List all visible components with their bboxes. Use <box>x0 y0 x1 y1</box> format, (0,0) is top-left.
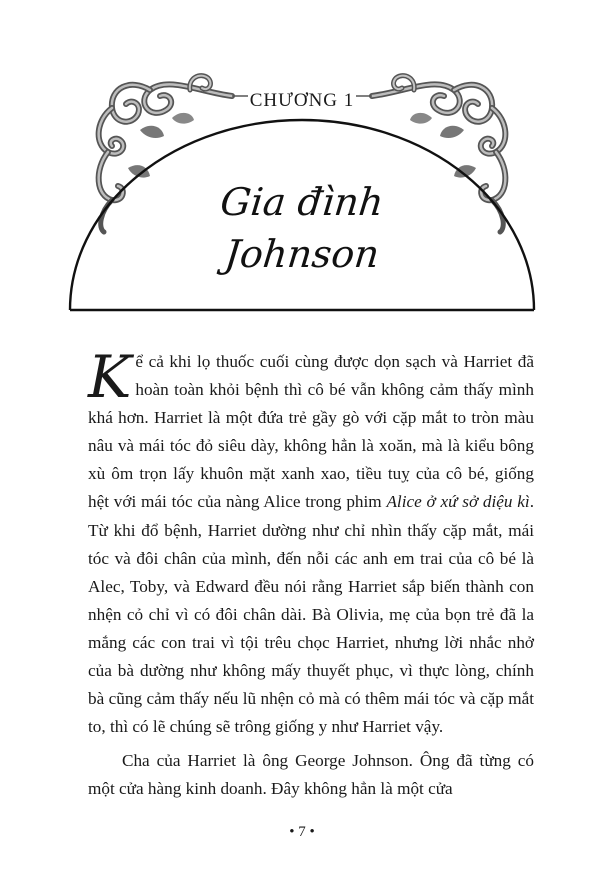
chapter-body <box>88 343 534 804</box>
paragraph-1 <box>88 343 534 741</box>
chapter-title-line-2: Johnson <box>222 232 382 276</box>
chapter-header <box>0 0 604 320</box>
paragraph-1-text: ể cả khi lọ thuốc cuối cùng được dọn sạch và Harriet đã hoàn toàn khỏi bệnh thì cô bé vẫn không cảm thấy mình khá hơn. Harriet là một đứa trẻ gầy gò với cặp mắt to tròn màu nâu và mái tóc đỏ siêu dày, không hẳn là xoăn, mà là kiểu bông xù ôm trọn lấy khuôn mặt xanh xao, tiều tuỵ của cô bé, giống hệt với mái tóc của nàng Alice trong phim <box>88 352 534 512</box>
chapter-title-line-1: Gia đình <box>218 180 386 224</box>
drop-cap: K <box>88 343 132 411</box>
film-title: Alice ở xứ sở diệu kì <box>386 492 530 512</box>
page-number: • 7 • <box>289 824 315 840</box>
paragraph-2: Cha của Harriet là ông George Johnson. Ông đã từng có một cửa hàng kinh doanh. Đây không hẳn là một cửa <box>88 751 534 799</box>
chapter-label: CHƯƠNG 1 <box>249 90 355 111</box>
paragraph-1-rest: . Từ khi đổ bệnh, Harriet dường như chỉ nhìn thấy cặp mắt, mái tóc và đôi chân của mình, đến nỗi các anh em trai của cô bé là Alec, Toby, và Edward đều nói rằng Harriet sắp biến thành con nhện cỏ chỉ vì có đôi chân dài. Bà Olivia, mẹ của bọn trẻ đã la mắng các con trai vì tội trêu chọc Harriet, nhưng lời nhắc nhở của bà dường như không mấy thuyết phục, vì thực lòng, chính bà cũng cảm thấy nếu lũ nhện cỏ mà có thêm mái tóc và cặp mắt to, thì có lẽ chúng sẽ trông giống y như Harriet vậy. <box>88 492 534 737</box>
